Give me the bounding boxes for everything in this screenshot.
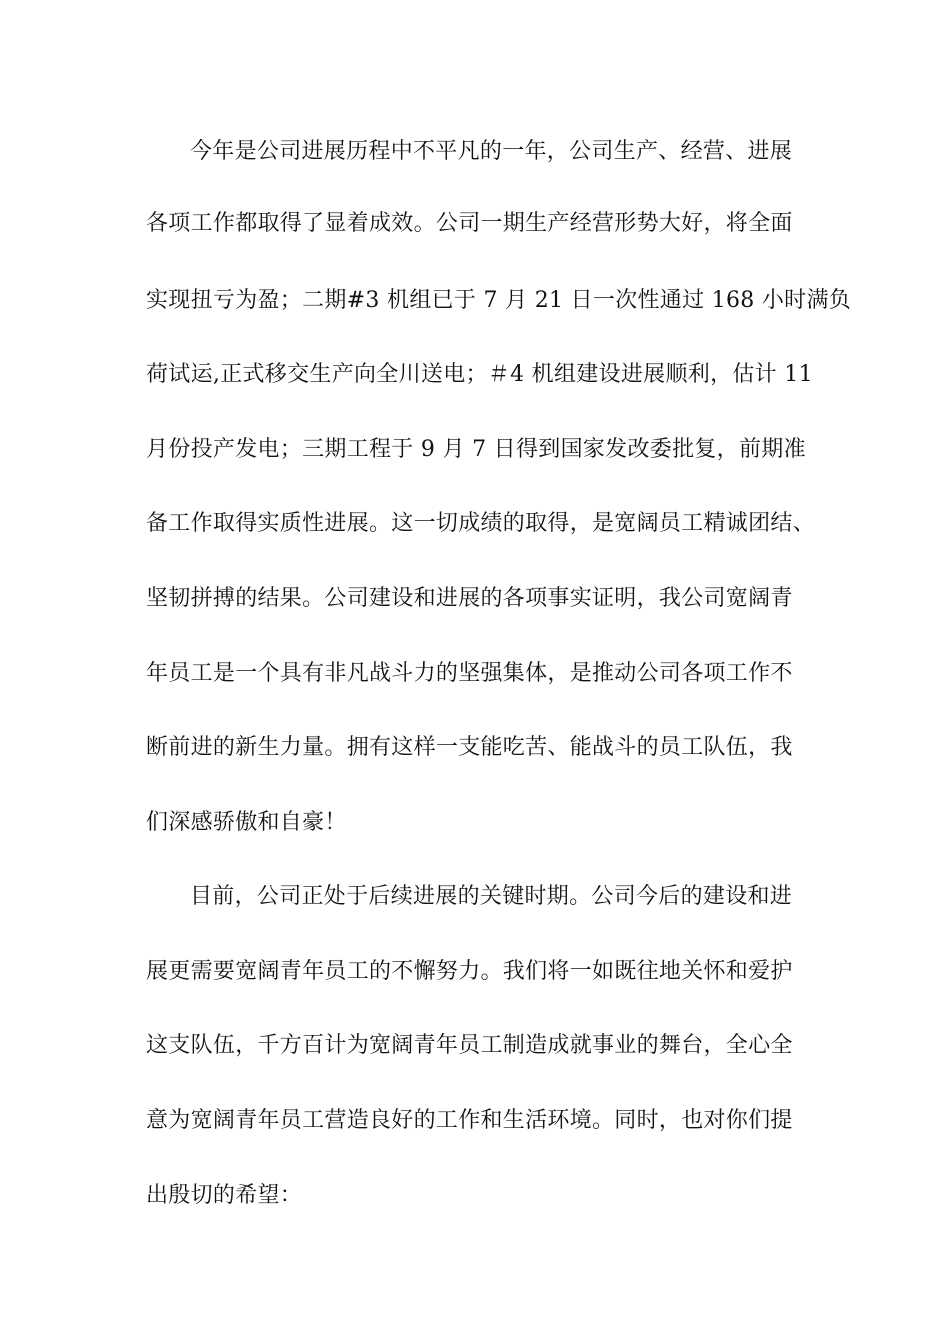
text-line: 展更需要宽阔青年员工的不懈努力。我们将一如既往地关怀和爱护 — [146, 959, 793, 984]
text-line: 今年是公司进展历程中不平凡的一年，公司生产、经营、进展 — [190, 139, 793, 164]
text-line: 坚韧拼搏的结果。公司建设和进展的各项事实证明，我公司宽阔青 — [146, 586, 793, 611]
text-line: 月份投产发电；三期工程于 9 月 7 日得到国家发改委批复，前期准 — [146, 437, 806, 462]
text-line: 这支队伍，千方百计为宽阔青年员工制造成就事业的舞台，全心全 — [146, 1033, 793, 1058]
text-line: 年员工是一个具有非凡战斗力的坚强集体，是推动公司各项工作不 — [146, 661, 793, 686]
text-line: 断前进的新生力量。拥有这样一支能吃苦、能战斗的员工队伍，我 — [146, 735, 793, 760]
text-line: 备工作取得实质性进展。这一切成绩的取得，是宽阔员工精诚团结、 — [146, 511, 816, 536]
text-line: 荷试运,正式移交生产向全川送电；＃4 机组建设进展顺利，估计 11 — [146, 362, 813, 387]
text-line: 各项工作都取得了显着成效。公司一期生产经营形势大好，将全面 — [146, 211, 793, 236]
text-line: 出殷切的希望： — [146, 1183, 303, 1208]
text-line: 们深感骄傲和自豪！ — [146, 810, 347, 835]
text-line: 实现扭亏为盈；二期#3 机组已于 7 月 21 日一次性通过 168 小时满负 — [146, 288, 852, 313]
text-line: 意为宽阔青年员工营造良好的工作和生活环境。同时，也对你们提 — [146, 1108, 793, 1133]
text-line: 目前，公司正处于后续进展的关键时期。公司今后的建设和进 — [190, 884, 793, 909]
